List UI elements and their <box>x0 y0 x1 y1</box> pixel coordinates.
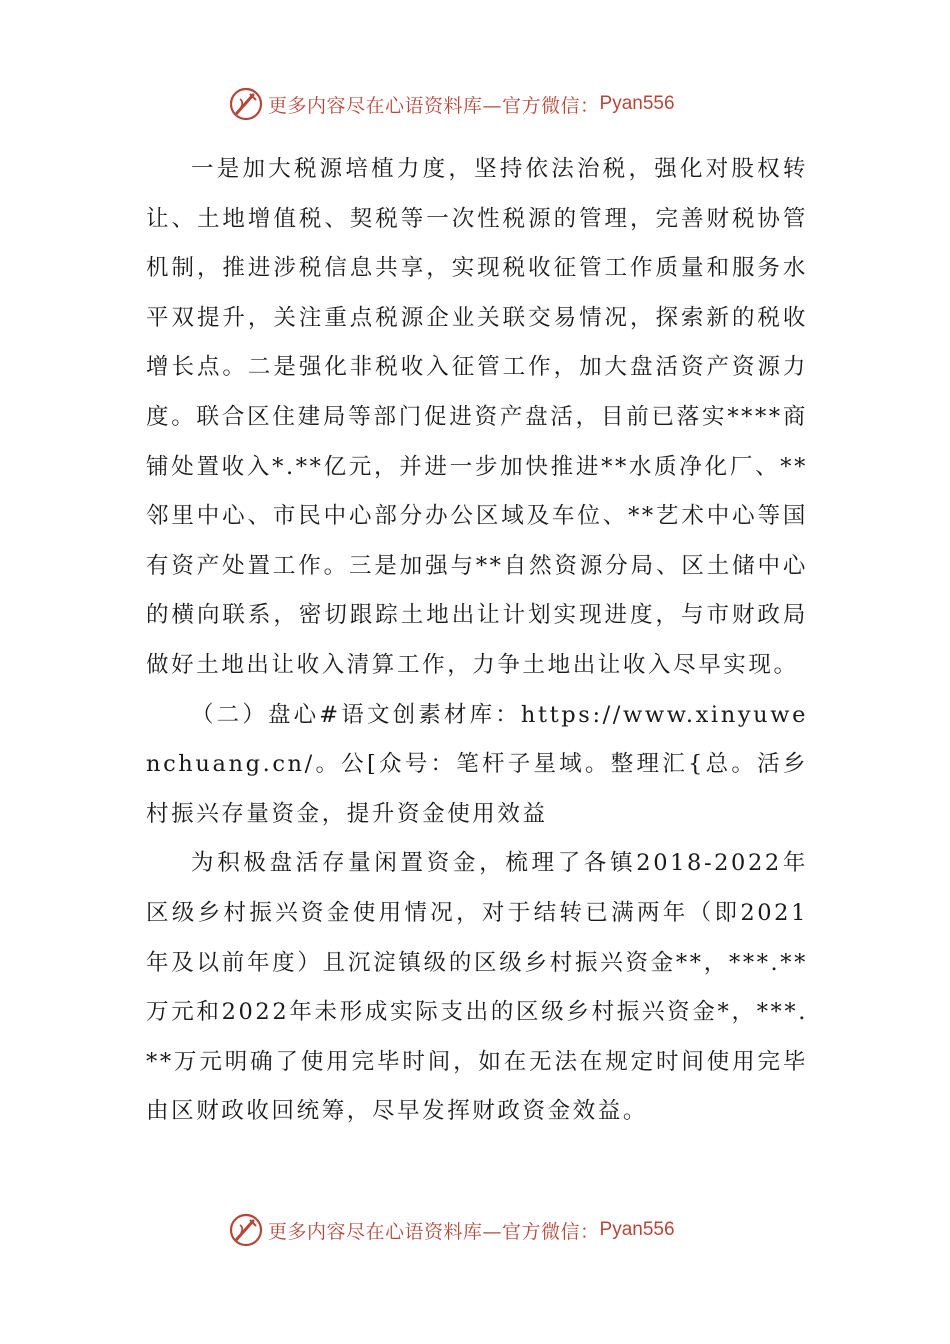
paragraph-tax-source: 一是加大税源培植力度，坚持依法治税，强化对股权转让、土地增值税、契税等一次性税源的管理，完善财税协管机制，推进涉税信息共享，实现税收征管工作质量和服务水平双提升，关注重点税源企业关联交易情况，探索新的税收增长点。二是强化非税收入征管工作，加大盘活资产资源力度。联合区住建局等部门促进资产盘活，目前已落实****商铺处置收入*.**亿元，并进一步加快推进**水质净化厂、**邻里中心、市民中心部分办公区域及车位、**艺术中心等国有资产处置工作。三是加强与**自然资源分局、区土储中心的横向联系，密切跟踪土地出让计划实现进度，与市财政局做好土地出让收入清算工作，力争土地出让收入尽早实现。 <box>146 156 808 678</box>
banner-text: 更多内容尽在心语资料库—官方微信： <box>268 1220 600 1243</box>
pen-seal-logo-icon <box>228 1212 264 1248</box>
banner-wechat-id: Pyan556 <box>599 1219 675 1240</box>
paragraph-section-heading: （二）盘心#语文创素材库：https://www.xinyuwenchuang.cn/。公[众号：笔杆子星域。整理汇{总。活乡村振兴存量资金，提升资金使用效益 <box>146 701 808 827</box>
paragraph-rural-funds: 为积极盘活存量闲置资金，梳理了各镇2018-2022年区级乡村振兴资金使用情况，对于结转已满两年（即2021年及以前年度）且沉淀镇级的区级乡村振兴资金**，***.**万元和2022年未形成实际支出的区级乡村振兴资金*，***.**万元明确了使用完毕时间，如在无法在规定时间使用完毕由区财政收回统筹，尽早发挥财政资金效益。 <box>146 850 808 1125</box>
banner-wechat-id: Pyan556 <box>599 93 675 114</box>
footer-watermark-banner <box>228 1210 675 1250</box>
header-watermark-banner <box>228 84 675 124</box>
pen-seal-logo-icon <box>228 86 264 122</box>
document-body <box>146 145 808 1137</box>
banner-text: 更多内容尽在心语资料库—官方微信： <box>268 94 600 117</box>
